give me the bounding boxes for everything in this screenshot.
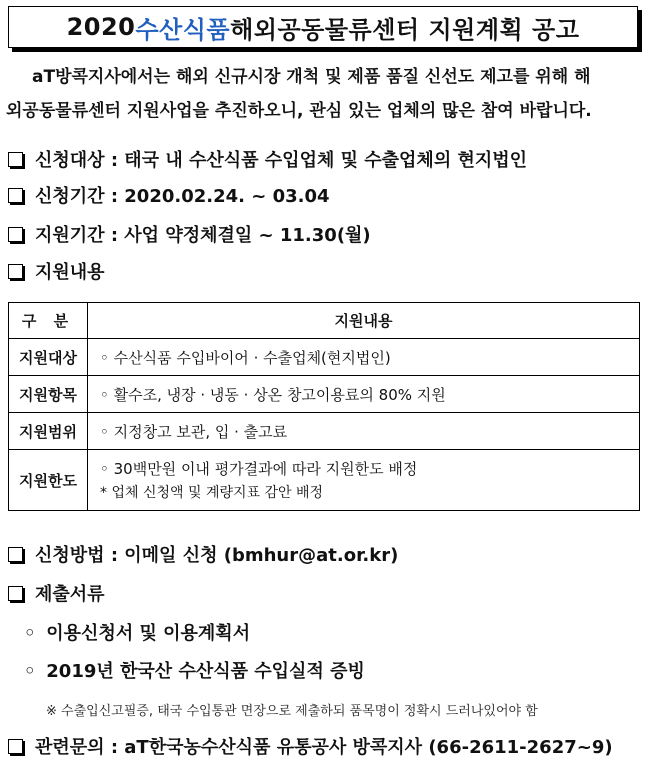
title-suffix: 해외공동물류센터 지원계획 공고 — [230, 15, 580, 44]
documents-note: ※ 수출입신고필증, 태국 수입통관 면장으로 제출하되 품목명이 정확시 드러나있어야 함 — [46, 704, 538, 719]
item-documents — [8, 580, 105, 606]
item-method-text: 신청방법 : 이메일 신청 (bmhur@at.or.kr) — [35, 545, 399, 566]
checkbox-icon — [8, 152, 23, 167]
document-item-text: 2019년 한국산 수산식품 수입실적 증빙 — [46, 661, 365, 682]
table-cell-category: 지원한도 — [9, 450, 88, 511]
circle-bullet-icon: ◦ — [24, 661, 36, 682]
support-table — [8, 302, 640, 511]
item-support-period-text: 지원기간 : 사업 약정체결일 ~ 11.30(월) — [35, 225, 371, 246]
checkbox-icon — [8, 547, 23, 562]
intro-line-1: aT방콕지사에서는 해외 신규시장 개척 및 제품 품질 신선도 제고를 위해 해 — [32, 67, 591, 87]
table-cell-content — [88, 450, 640, 511]
item-method — [8, 541, 398, 567]
checkbox-icon — [8, 188, 23, 203]
page-title — [8, 6, 638, 48]
title-prefix: 2020 — [66, 13, 136, 41]
item-period-text: 신청기간 : 2020.02.24. ~ 03.04 — [35, 186, 330, 207]
item-target-text: 신청대상 : 태국 내 수산식품 수입업체 및 수출업체의 현지법인 — [35, 150, 528, 171]
item-contact — [8, 733, 613, 759]
table-cell-category: 지원대상 — [9, 339, 88, 376]
document-item — [24, 619, 250, 645]
checkbox-icon — [8, 739, 23, 754]
table-cell-content: ◦ 활수조, 냉장 · 냉동 · 상온 창고이용료의 80% 지원 — [88, 376, 640, 413]
table-header-category: 구 분 — [9, 303, 88, 339]
table-row — [9, 376, 640, 413]
table-cell-category: 지원항목 — [9, 376, 88, 413]
circle-bullet-icon: ◦ — [24, 623, 36, 644]
item-support-content-text: 지원내용 — [35, 262, 105, 283]
checkbox-icon — [8, 586, 23, 601]
item-target — [8, 146, 527, 172]
item-support-period — [8, 221, 371, 247]
table-header-row — [9, 303, 640, 339]
table-header-content: 지원내용 — [88, 303, 640, 339]
title-highlight: 수산식품 — [135, 15, 231, 44]
table-row — [9, 413, 640, 450]
document-item-text: 이용신청서 및 이용계획서 — [46, 623, 251, 644]
table-cell-content: ◦ 수산식품 수입바이어 · 수출업체(현지법인) — [88, 339, 640, 376]
document-item — [24, 657, 365, 683]
intro-line-2: 외공동물류센터 지원사업을 추진하오니, 관심 있는 업체의 많은 참여 바랍니다. — [6, 101, 592, 121]
checkbox-icon — [8, 227, 23, 242]
item-contact-text: 관련문의 : aT한국농수산식품 유통공사 방콕지사 (66-2611-2627~9) — [35, 737, 613, 758]
table-cell-category: 지원범위 — [9, 413, 88, 450]
intro-paragraph — [6, 60, 646, 128]
table-row — [9, 339, 640, 376]
item-period — [8, 182, 330, 208]
checkbox-icon — [8, 264, 23, 279]
table-cell-content: ◦ 지정창고 보관, 입 · 출고료 — [88, 413, 640, 450]
table-cell-main-text: ◦ 30백만원 이내 평가결과에 따라 지원한도 배정 — [100, 460, 418, 478]
table-cell-sub-text: * 업체 신청액 및 계량지표 감안 배정 — [100, 485, 324, 501]
table-row — [9, 450, 640, 511]
item-support-content — [8, 258, 105, 284]
item-documents-text: 제출서류 — [35, 584, 105, 605]
